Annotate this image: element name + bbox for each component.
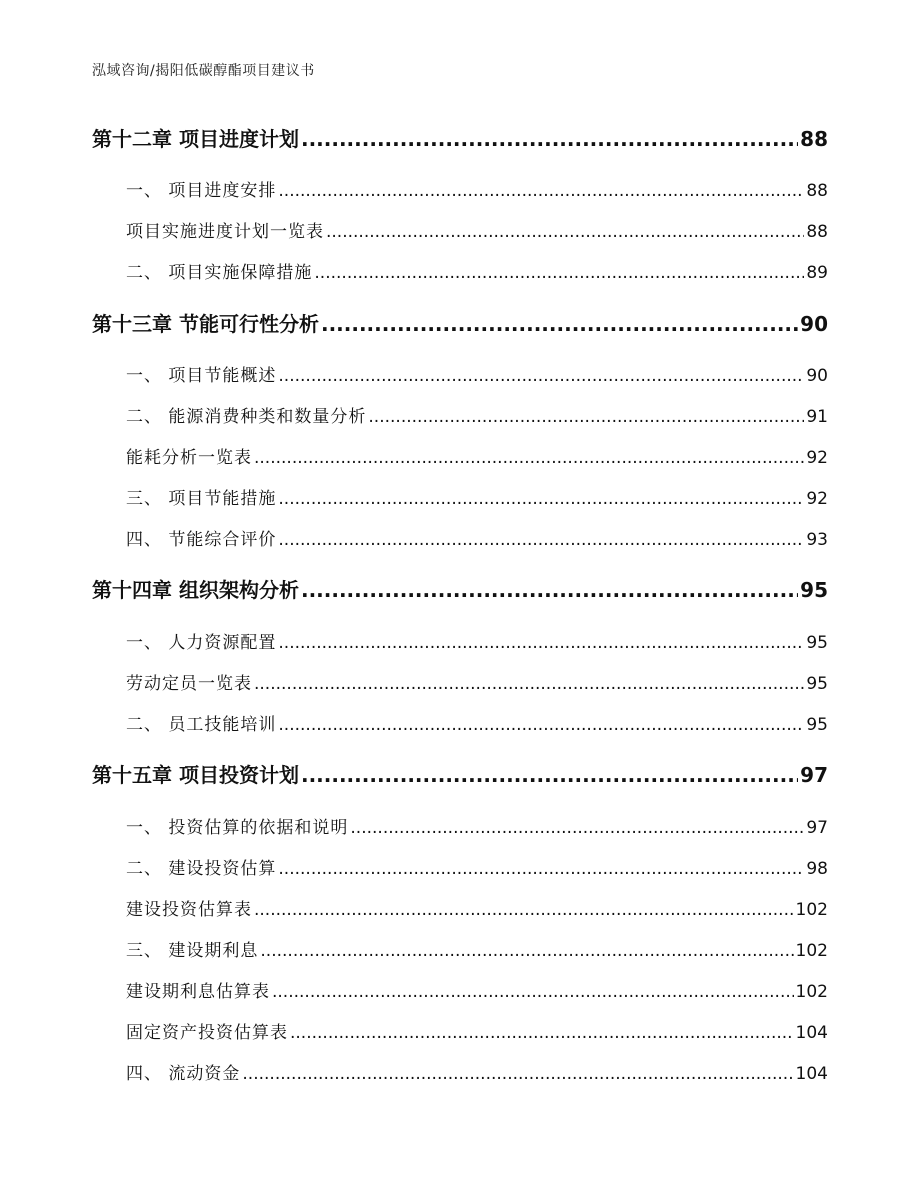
toc-entry-page: 88 <box>806 181 828 201</box>
toc-entry-page: 95 <box>800 578 828 602</box>
dot-leader <box>278 861 804 878</box>
toc-entry-label: 第十五章 项目投资计划 <box>92 763 299 787</box>
toc-section-construction-investment[interactable] <box>126 854 828 878</box>
toc-entry-page: 97 <box>800 763 828 787</box>
toc-entry-label: 能耗分析一览表 <box>126 448 252 468</box>
dot-leader <box>301 580 798 600</box>
toc-entry-page: 93 <box>806 530 828 550</box>
toc-section-energy-table[interactable] <box>126 443 828 467</box>
toc-entry-page: 104 <box>795 1064 828 1084</box>
toc-entry-page: 97 <box>806 818 828 838</box>
toc-entry-page: 88 <box>806 222 828 242</box>
toc-entry-label: 第十二章 项目进度计划 <box>92 127 299 151</box>
toc-entry-label: 三、 建设期利息 <box>126 941 259 961</box>
dot-leader <box>278 183 804 200</box>
toc-entry-label: 建设投资估算表 <box>126 900 252 920</box>
dot-leader <box>314 265 804 282</box>
dot-leader <box>290 1025 794 1042</box>
toc-entry-label: 三、 项目节能措施 <box>126 489 277 509</box>
toc-section-energy-evaluation[interactable] <box>126 525 828 549</box>
toc-section-fixed-asset-table[interactable] <box>126 1018 828 1042</box>
toc-entry-label: 一、 项目进度安排 <box>126 181 277 201</box>
toc-section-construction-investment-table[interactable] <box>126 895 828 919</box>
dot-leader <box>260 943 793 960</box>
toc-section-working-capital[interactable] <box>126 1059 828 1083</box>
toc-entry-label: 一、 投资估算的依据和说明 <box>126 818 349 838</box>
running-header: 泓域咨询/揭阳低碳醇酯项目建议书 <box>92 63 315 79</box>
dot-leader <box>278 635 804 652</box>
dot-leader <box>301 129 798 149</box>
toc-entry-page: 95 <box>806 715 828 735</box>
toc-entry-label: 二、 员工技能培训 <box>126 715 277 735</box>
toc-chapter-14[interactable] <box>92 574 828 602</box>
dot-leader <box>272 984 794 1001</box>
toc-section-staff-training[interactable] <box>126 710 828 734</box>
toc-entry-label: 第十三章 节能可行性分析 <box>92 312 319 336</box>
toc-entry-page: 102 <box>795 941 828 961</box>
dot-leader <box>278 368 804 385</box>
dot-leader <box>254 450 804 467</box>
toc-entry-label: 四、 节能综合评价 <box>126 530 277 550</box>
toc-entry-page: 90 <box>800 312 828 336</box>
toc-entry-page: 92 <box>806 448 828 468</box>
toc-section-schedule[interactable] <box>126 176 828 200</box>
toc-section-energy-types[interactable] <box>126 402 828 426</box>
dot-leader <box>242 1066 793 1083</box>
toc-section-construction-interest[interactable] <box>126 936 828 960</box>
toc-entry-label: 一、 人力资源配置 <box>126 633 277 653</box>
dot-leader <box>368 409 804 426</box>
dot-leader <box>278 491 804 508</box>
toc-entry-label: 二、 建设投资估算 <box>126 859 277 879</box>
toc-entry-label: 建设期利息估算表 <box>126 982 270 1002</box>
dot-leader <box>350 820 804 837</box>
dot-leader <box>254 902 794 919</box>
toc-entry-page: 95 <box>806 674 828 694</box>
toc-entry-page: 91 <box>806 407 828 427</box>
toc-entry-page: 92 <box>806 489 828 509</box>
dot-leader <box>278 717 804 734</box>
toc-section-hr-allocation[interactable] <box>126 628 828 652</box>
dot-leader <box>301 765 798 785</box>
toc-entry-label: 项目实施进度计划一览表 <box>126 222 324 242</box>
dot-leader <box>326 224 804 241</box>
toc-chapter-13[interactable] <box>92 308 828 336</box>
toc-entry-page: 88 <box>800 127 828 151</box>
dot-leader <box>321 314 798 334</box>
toc-section-interest-table[interactable] <box>126 977 828 1001</box>
toc-entry-label: 固定资产投资估算表 <box>126 1023 288 1043</box>
toc-entry-page: 104 <box>795 1023 828 1043</box>
toc-section-schedule-table[interactable] <box>126 217 828 241</box>
toc-entry-page: 102 <box>795 900 828 920</box>
toc-entry-page: 102 <box>795 982 828 1002</box>
toc-entry-label: 劳动定员一览表 <box>126 674 252 694</box>
toc-entry-page: 95 <box>806 633 828 653</box>
toc-section-energy-measures[interactable] <box>126 484 828 508</box>
toc-entry-page: 89 <box>806 263 828 283</box>
toc-entry-page: 98 <box>806 859 828 879</box>
toc-entry-label: 第十四章 组织架构分析 <box>92 578 299 602</box>
toc-section-safeguards[interactable] <box>126 258 828 282</box>
toc-entry-label: 二、 能源消费种类和数量分析 <box>126 407 367 427</box>
dot-leader <box>278 532 804 549</box>
toc-section-investment-basis[interactable] <box>126 813 828 837</box>
toc-section-staffing-table[interactable] <box>126 669 828 693</box>
toc-entry-label: 二、 项目实施保障措施 <box>126 263 313 283</box>
toc-chapter-15[interactable] <box>92 759 828 787</box>
toc-entry-label: 四、 流动资金 <box>126 1064 241 1084</box>
dot-leader <box>254 676 804 693</box>
toc-chapter-12[interactable] <box>92 123 828 151</box>
toc-section-energy-overview[interactable] <box>126 361 828 385</box>
toc-entry-label: 一、 项目节能概述 <box>126 366 277 386</box>
toc-entry-page: 90 <box>806 366 828 386</box>
